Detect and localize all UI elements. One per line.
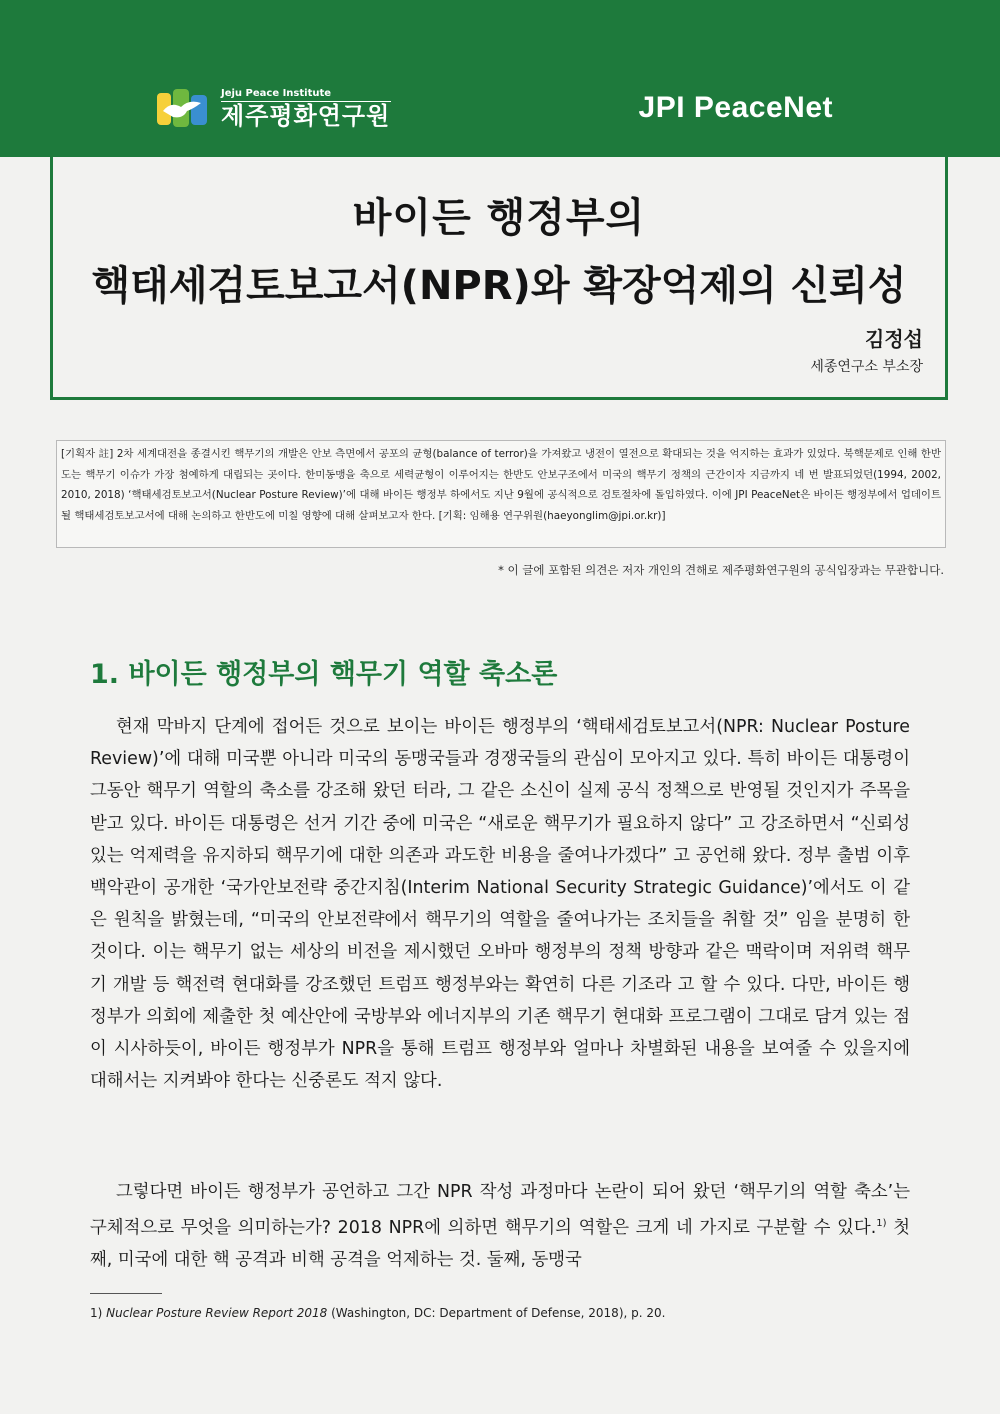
editor-note-text: [기획자 註] 2차 세계대전을 종결시킨 핵무기의 개발은 안보 측면에서 공포의 균형(balance of terror)을 가져왔고 냉전이 열전으로 확대되는 것을 억지하는 효과가 있었다. 북핵문제로 인해 한반도는 핵무기 이슈가 가장 첨예하게 대립되는 곳이다. 한미동맹을 축으로 세력균형이 이루어지는 한반도 안보구조에서 미국의 핵무기 정책의 근간이자 지금까지 네 번 발표되었던(1994, 2002, 2010, 2018) ‘핵태세검토보고서(Nuclear Posture Review)’에 대해 바이든 행정부 하에서도 지난 9월에 공식적으로 검토절차에 돌입하였다. 이에 JPI PeaceNet은 바이든 행정부에서 업데이트될 핵태세검토보고서에 대해 논의하고 한반도에 미칠 영향에 대해 살펴보고자 한다. [기획: 임해용 연구위원(haeyonglim@jpi.or.kr)] xyxy=(61,448,941,522)
institute-logo[interactable] xyxy=(157,89,391,129)
footnote-ref[interactable]: 1) xyxy=(876,1218,887,1230)
footnote-number: 1) xyxy=(90,1306,107,1320)
body-paragraph-2 xyxy=(90,1176,910,1276)
footnote-title: Nuclear Posture Review Report 2018 xyxy=(106,1306,328,1320)
footnote-divider xyxy=(90,1293,162,1294)
disclaimer: * 이 글에 포함된 의견은 저자 개인의 견해로 제주평화연구원의 공식입장과는 무관합니다. xyxy=(498,563,944,577)
paragraph-1-text: 현재 막바지 단계에 접어든 것으로 보이는 바이든 행정부의 ‘핵태세검토보고서(NPR: Nuclear Posture Review)’에 대해 미국뿐 아니라 미국의 동맹국들과 경쟁국들의 관심이 모아지고 있다. 특히 바이든 대통령이 그동안 핵무기 역할의 축소를 강조해 왔던 터라, 그 같은 소신이 실제 공식 정책으로 반영될 것인지가 주목을 받고 있다. 바이든 대통령은 선거 기간 중에 미국은 “새로운 핵무기가 필요하지 않다” 고 강조하면서 “신뢰성 있는 억제력을 유지하되 핵무기에 대한 의존과 과도한 비용을 줄여나가겠다” 고 공언해 왔다. 정부 출범 이후 백악관이 공개한 ‘국가안보전략 중간지침(Interim National Security Strategic Guidance)’에서도 이 같은 원칙을 밝혔는데, “미국의 안보전략에서 핵무기의 역할을 줄여나가는 조치들을 취할 것” 임을 분명히 한 것이다. 이는 핵무기 없는 세상의 비전을 제시했던 오바마 행정부의 정책 방향과 같은 맥락이며 저위력 핵무기 개발 등 핵전력 현대화를 강조했던 트럼프 행정부와는 확연히 다른 기조라 고 할 수 있다. 다만, 바이든 행정부가 의회에 제출한 첫 예산안에 국방부와 에너지부의 기존 핵무기 현대화 프로그램이 그대로 담겨 있는 점이 시사하듯이, 바이든 행정부가 NPR을 통해 트럼프 행정부와 얼마나 차별화된 내용을 보여줄 수 있을지에 대해서는 지켜봐야 한다는 신중론도 적지 않다. xyxy=(90,717,910,1092)
footnote-rest: (Washington, DC: Department of Defense, 2018), p. 20. xyxy=(327,1306,666,1320)
dove-logo-icon xyxy=(157,89,207,129)
footnote xyxy=(90,1306,665,1320)
logo-english-name: Jeju Peace Institute xyxy=(221,88,391,102)
logo-korean-name: 제주평화연구원 xyxy=(221,102,391,130)
section-heading: 1. 바이든 행정부의 핵무기 역할 축소론 xyxy=(90,659,558,690)
paragraph-2-text-a: 그렇다면 바이든 행정부가 공언하고 그간 NPR 작성 과정마다 논란이 되어 왔던 ‘핵무기의 역할 축소’는 구체적으로 무엇을 의미하는가? 2018 NPR에 의하면 핵무기의 역할은 크게 네 가지로 구분할 수 있다. xyxy=(90,1182,910,1238)
title-line-2: 핵태세검토보고서(NPR)와 확장억제의 신뢰성 xyxy=(91,263,907,309)
title-line-1: 바이든 행정부의 xyxy=(352,195,646,241)
editor-note-box xyxy=(56,440,946,548)
peacenet-brand[interactable]: JPI PeaceNet xyxy=(638,91,833,124)
author-affiliation: 세종연구소 부소장 xyxy=(810,359,923,375)
author-name: 김정섭 xyxy=(865,327,923,351)
paragraph-2-text-b: 첫째, 미국에 대한 핵 공격과 비핵 공격을 억제하는 것. 둘째, 동맹국 xyxy=(90,1218,910,1271)
header-box xyxy=(50,48,948,400)
body-paragraph-1 xyxy=(90,711,910,1097)
